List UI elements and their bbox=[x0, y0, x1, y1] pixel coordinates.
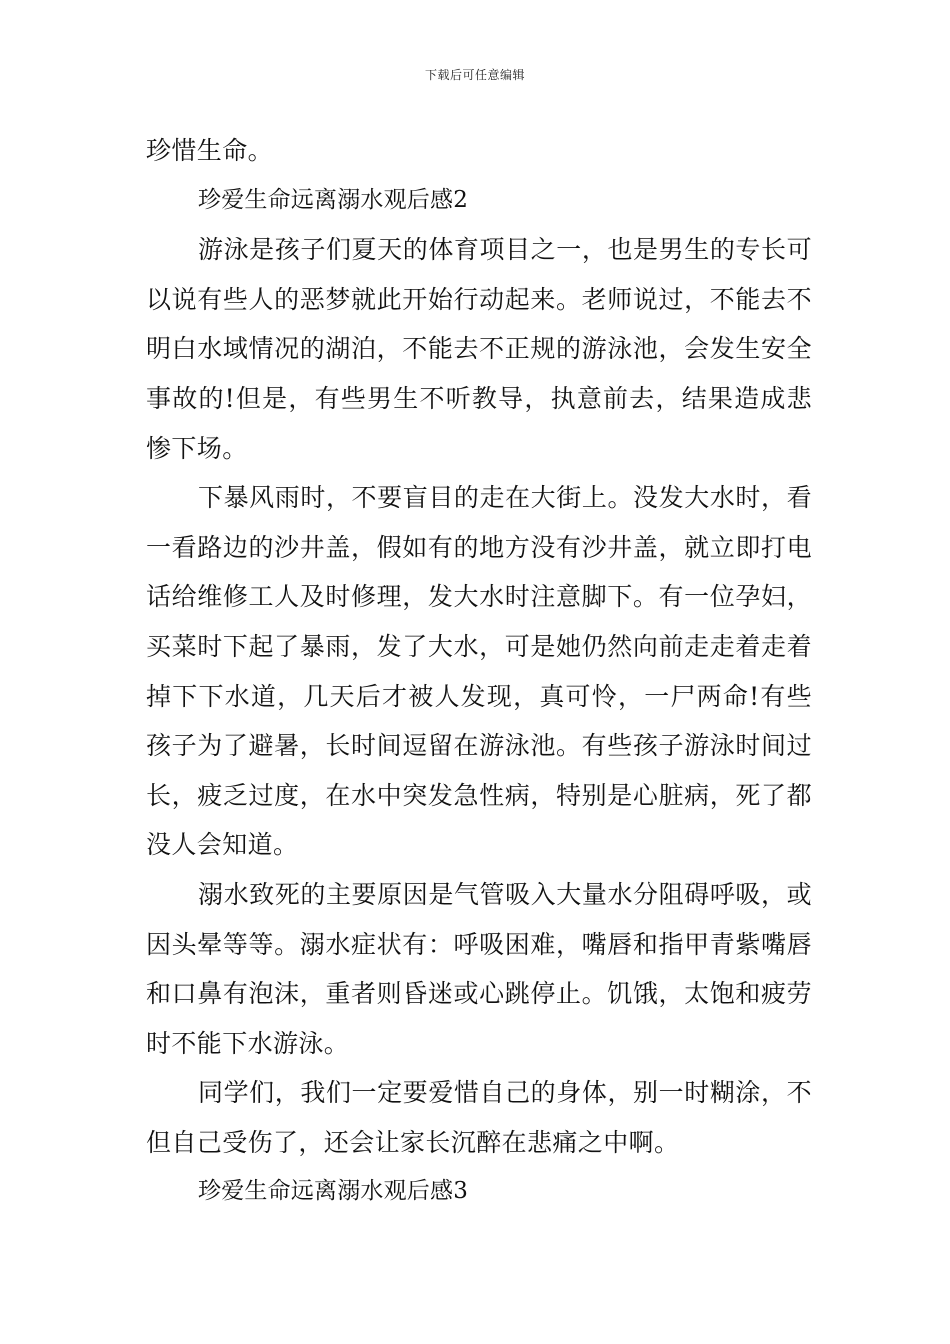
section-heading-3: 珍爱生命远离溺水观后感3 bbox=[198, 1178, 469, 1205]
paragraph: 同学们，我们一定要爱惜自己的身体，别一时糊涂，不但自己受伤了，还会让家长沉醉在悲痛之中啊。 bbox=[146, 1078, 812, 1157]
document-body bbox=[146, 126, 812, 1217]
paragraph: 溺水致死的主要原因是气管吸入大量水分阻碍呼吸，或因头晕等等。溺水症状有：呼吸困难，嘴唇和指甲青紫嘴唇和口鼻有泡沫，重者则昏迷或心跳停止。饥饿，太饱和疲劳时不能下水游泳。 bbox=[146, 879, 812, 1058]
paragraph: 下暴风雨时，不要盲目的走在大街上。没发大水时，看一看路边的沙井盖，假如有的地方没有沙井盖，就立即打电话给维修工人及时修理，发大水时注意脚下。有一位孕妇，买菜时下起了暴雨，发了大水，可是她仍然向前走走着走着掉下下水道，几天后才被人发现，真可怜，一尸两命!有些孩子为了避暑，长时间逗留在游泳池。有些孩子游泳时间过长，疲乏过度，在水中突发急性病，特别是心脏病，死了都没人会知道。 bbox=[146, 483, 812, 860]
paragraph: 游泳是孩子们夏天的体育项目之一，也是男生的专长可以说有些人的恶梦就此开始行动起来。老师说过，不能去不明白水域情况的湖泊，不能去不正规的游泳池，会发生安全事故的!但是，有些男生不听教导，执意前去，结果造成悲惨下场。 bbox=[146, 235, 812, 463]
page-header: 下载后可任意编辑 bbox=[424, 68, 525, 82]
section-heading-2: 珍爱生命远离溺水观后感2 bbox=[198, 186, 469, 213]
paragraph-closing: 珍惜生命。 bbox=[146, 136, 274, 165]
